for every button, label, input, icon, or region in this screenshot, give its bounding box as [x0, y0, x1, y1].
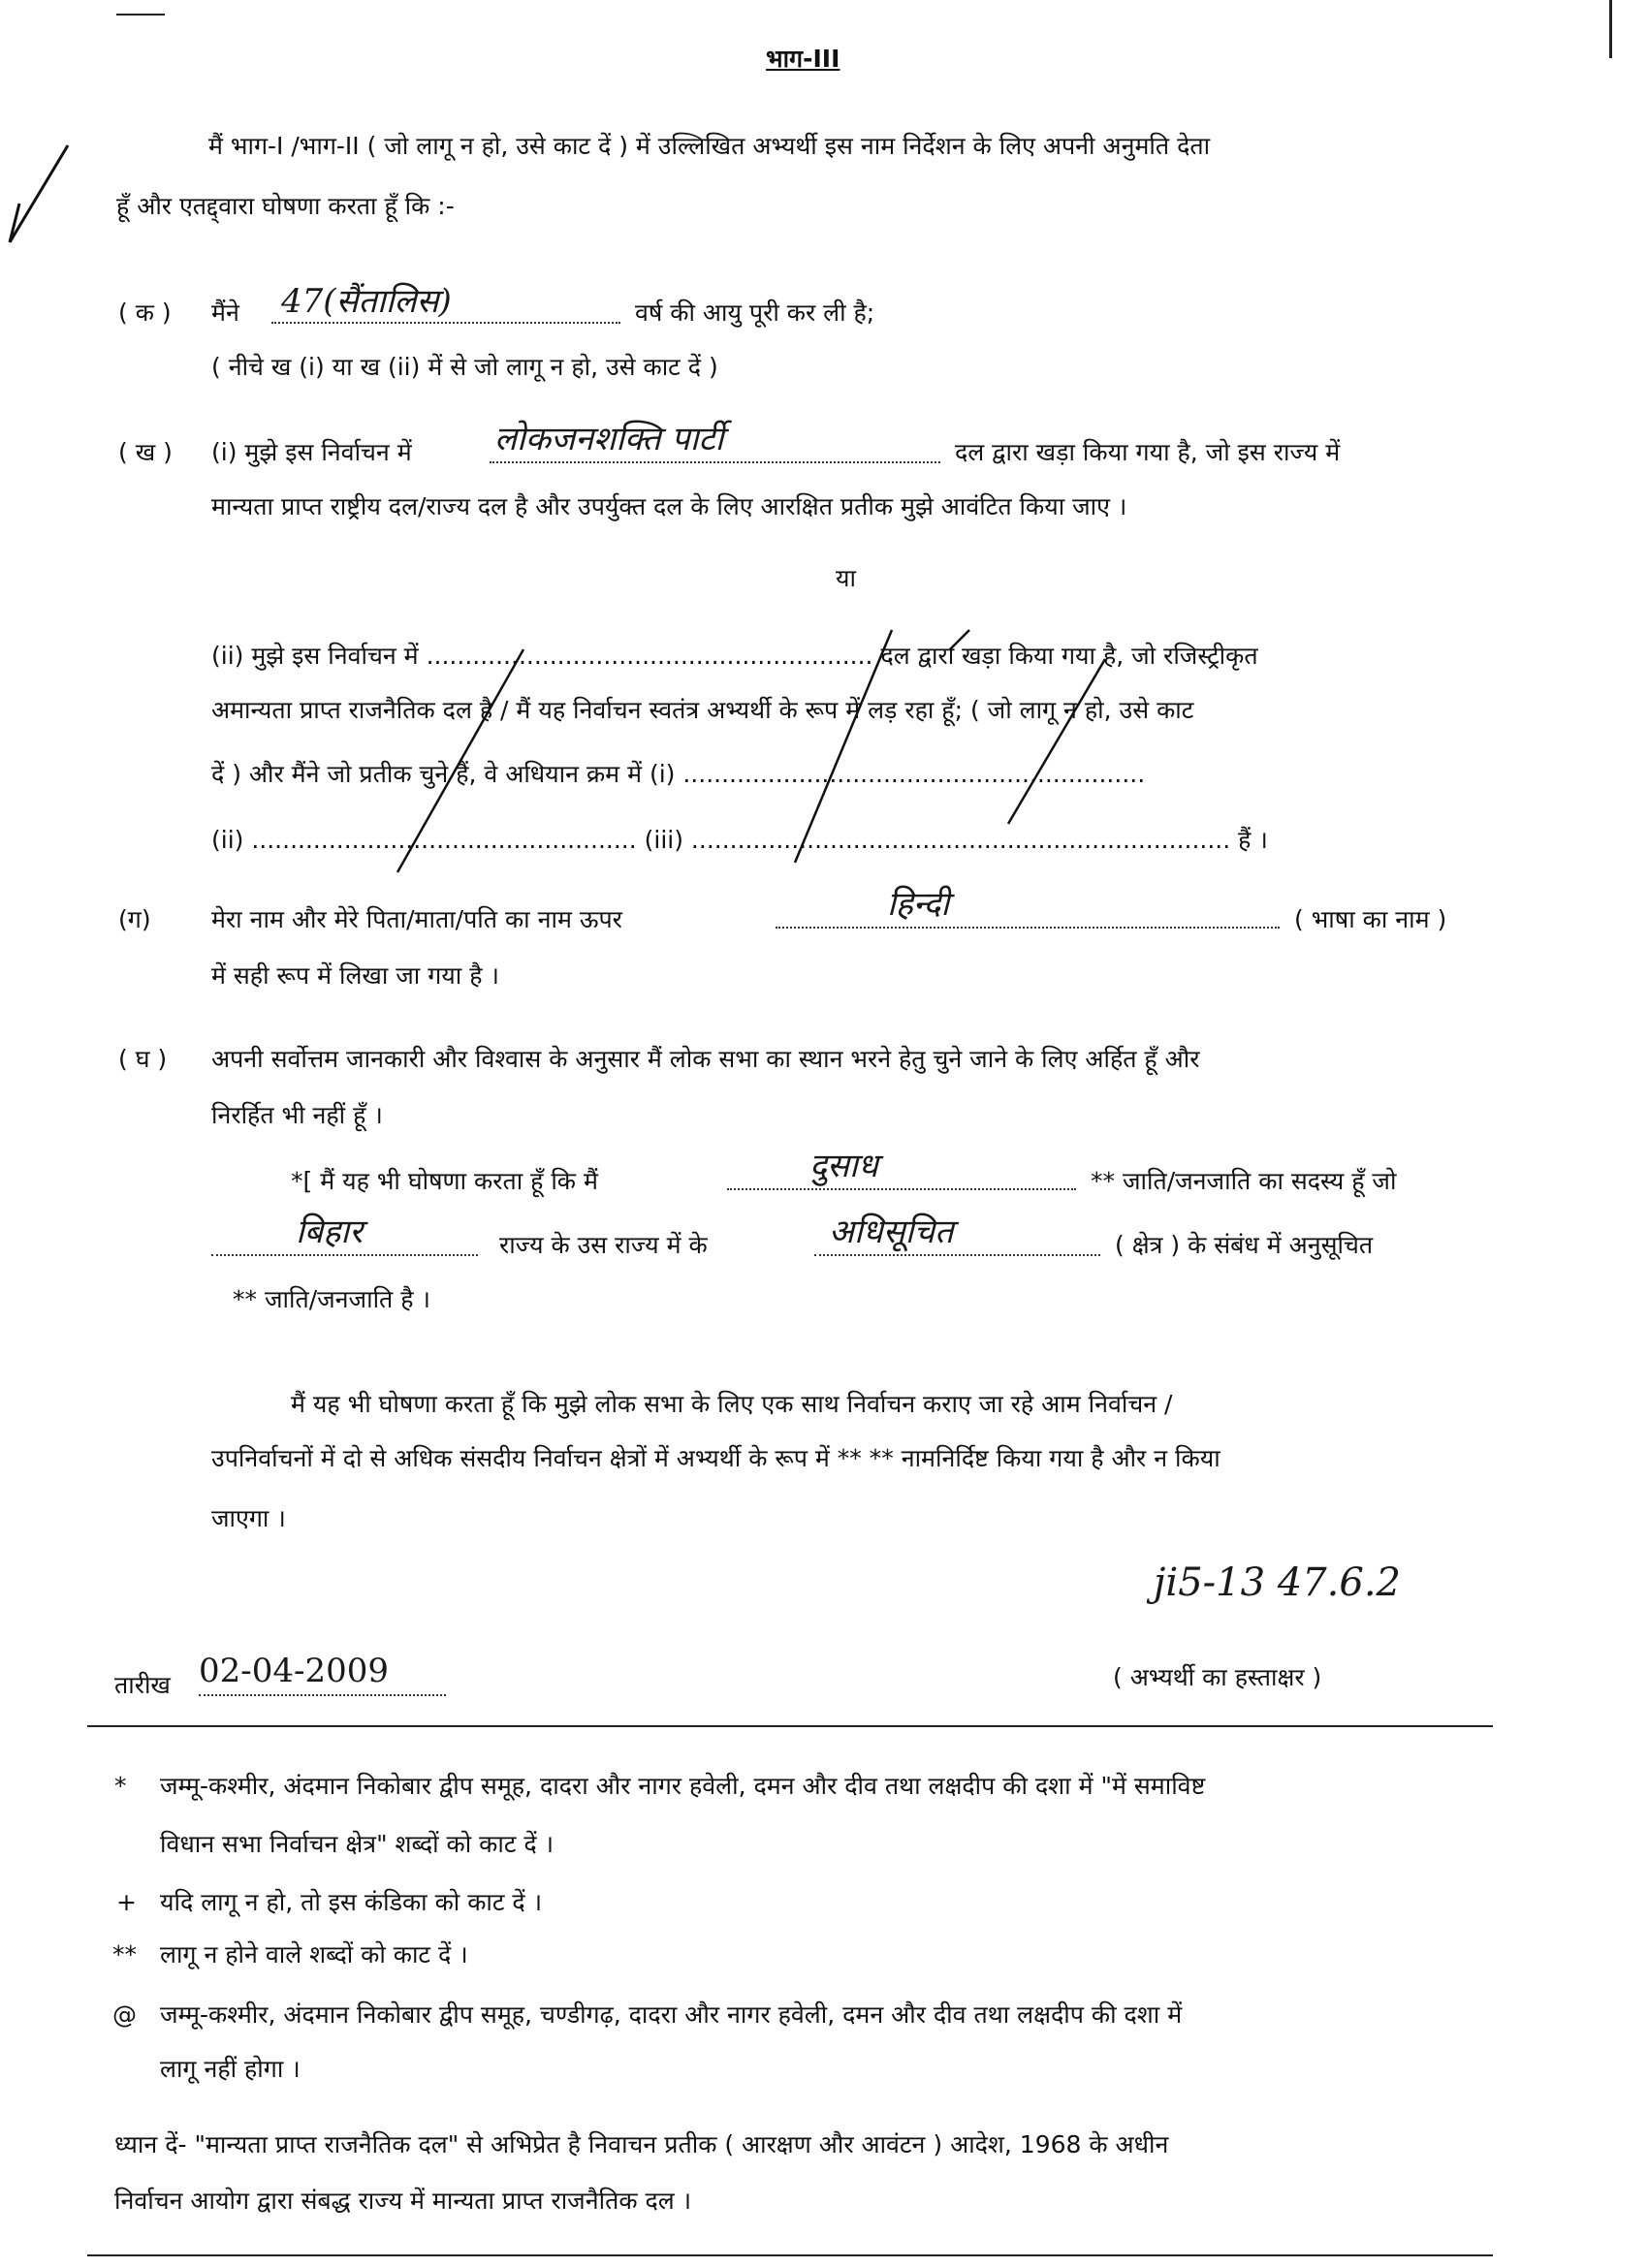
footnote-1-line2: विधान सभा निर्वाचन क्षेत्र" शब्दों को काट दें ।	[160, 1830, 555, 1858]
caste-dotted-line	[727, 1188, 1076, 1190]
clause-kha-ii-line1: (ii) मुझे इस निर्वाचन में .......................................................... दल द्वारा खड़ा किया गया है, जो रजिस्ट्रीकृत	[211, 642, 1258, 670]
clause-kha-ii-line2: अमान्यता प्राप्त राजनैतिक दल है / मैं यह निर्वाचन स्वतंत्र अभ्यर्थी के रूप में लड़ रहा हूँ; ( जो लागू न हो, उसे काट	[211, 696, 1194, 724]
clause-ga-marker: (ग)	[118, 905, 151, 933]
clause-ga-suffix: ( भाषा का नाम )	[1294, 905, 1447, 933]
language-handwritten: हिन्दी	[887, 885, 950, 924]
bottom-divider	[87, 2254, 1493, 2256]
clause-gha-line2: निरर्हित भी नहीं हूँ ।	[211, 1101, 383, 1129]
footnote-4-line1: जम्मू-कश्मीर, अंदमान निकोबार द्वीप समूह, चण्डीगढ़, दादरा और नागर हवेली, दमन और दीव तथा लक्षदीप की दशा में	[160, 2000, 1183, 2029]
party-handwritten: लोकजनशक्ति पार्टी	[494, 420, 724, 458]
language-dotted-line	[776, 927, 1280, 929]
age-handwritten: 47(सैंतालिस)	[281, 282, 452, 321]
margin-tick-mark	[0, 107, 78, 252]
declaration-line-1: मैं यह भी घोषणा करता हूँ कि मुझे लोक सभा के लिए एक साथ निर्वाचन कराए जा रहे आम निर्वाचन /	[291, 1390, 1173, 1418]
footnote-4-line2: लागू नहीं होगा ।	[160, 2055, 301, 2083]
footnote-divider	[87, 1725, 1493, 1727]
clause-kha-marker: ( ख )	[118, 438, 173, 466]
clause-kha-i-prefix: (i) मुझे इस निर्वाचन में	[211, 438, 412, 466]
clause-ga-prefix: मेरा नाम और मेरे पिता/माता/पति का नाम ऊपर	[211, 905, 622, 933]
caste-suffix: ** जाति/जनजाति का सदस्य हूँ जो	[1091, 1167, 1397, 1195]
state-middle-text: राज्य के उस राज्य में के	[499, 1231, 708, 1259]
area-dotted-line	[814, 1254, 1100, 1256]
date-dotted-line	[199, 1694, 446, 1696]
clause-ga-line2: में सही रूप में लिखा जा गया है ।	[211, 961, 499, 990]
strike-through-marks	[368, 611, 1338, 882]
area-handwritten: अधिसूचित	[829, 1213, 954, 1251]
state-dotted-line	[211, 1254, 478, 1256]
clause-kha-ii-line4: (ii) .................................................. (iii) ...................................................................... हैं ।	[211, 826, 1268, 854]
clause-gha-marker: ( घ )	[118, 1045, 168, 1073]
state-suffix: ( क्षेत्र ) के संबंध में अनुसूचित	[1115, 1231, 1374, 1259]
date-handwritten: 02-04-2009	[199, 1652, 390, 1690]
or-text: या	[836, 564, 856, 592]
note-line-1: ध्यान दें- "मान्यता प्राप्त राजनैतिक दल" से अभिप्रेत है निवाचन प्रतीक ( आरक्षण और आवंटन ) आदेश, 1968 के अधीन	[114, 2130, 1169, 2158]
clause-kha-i-suffix: दल द्वारा खड़ा किया गया है, जो इस राज्य में	[955, 438, 1341, 466]
footnote-3-marker: **	[112, 1940, 137, 1969]
clause-ka-marker: ( क )	[118, 299, 172, 327]
candidate-signature: ji5-13 47.6.2	[1154, 1560, 1401, 1605]
note-line-2: निर्वाचन आयोग द्वारा संबद्ध राज्य में मान्यता प्राप्त राजनैतिक दल ।	[114, 2187, 692, 2215]
age-dotted-line	[271, 322, 620, 324]
intro-line-1: मैं भाग-I /भाग-II ( जो लागू न हो, उसे काट दें ) में उल्लिखित अभ्यर्थी इस नाम निर्देशन के लिए अपनी अनुमति देता	[208, 132, 1211, 160]
footnote-1-marker: *	[114, 1772, 127, 1800]
clause-ka-suffix: वर्ष की आयु पूरी कर ली है;	[635, 299, 875, 327]
clause-kha-ii-line3: दें ) और मैंने जो प्रतीक चुने हैं, वे अधियान क्रम में (i) ............................................................	[211, 760, 1146, 788]
top-corner-mark	[116, 14, 165, 16]
footnote-1-line1: जम्मू-कश्मीर, अंदमान निकोबार द्वीप समूह, दादरा और नागर हवेली, दमन और दीव तथा लक्षदीप की दशा में "में समाविष्ट	[160, 1772, 1206, 1800]
right-edge-mark	[1609, 0, 1612, 58]
clause-gha-line1: अपनी सर्वोत्तम जानकारी और विश्वास के अनुसार मैं लोक सभा का स्थान भरने हेतु चुने जाने के लिए अर्हित हूँ और	[211, 1045, 1200, 1073]
clause-ka-note: ( नीचे ख (i) या ख (ii) में से जो लागू न हो, उसे काट दें )	[211, 353, 718, 381]
footnote-3-text: लागू न होने वाले शब्दों को काट दें ।	[160, 1940, 468, 1969]
clause-kha-i-line2: मान्यता प्राप्त राष्ट्रीय दल/राज्य दल है और उपर्युक्त दल के लिए आरक्षित प्रतीक मुझे आवंटित किया जाए ।	[211, 492, 1127, 520]
section-heading: भाग-III	[766, 45, 840, 73]
clause-ka-prefix: मैंने	[211, 299, 239, 327]
caste-prefix: *[ मैं यह भी घोषणा करता हूँ कि मैं	[291, 1167, 598, 1195]
caste-end: ** जाति/जनजाति है ।	[233, 1285, 430, 1313]
footnote-2-text: यदि लागू न हो, तो इस कंडिका को काट दें ।	[160, 1888, 543, 1916]
state-handwritten: बिहार	[296, 1213, 363, 1251]
caste-handwritten: दुसाध	[809, 1147, 878, 1185]
declaration-line-2: उपनिर्वाचनों में दो से अधिक संसदीय निर्वाचन क्षेत्रों में अभ्यर्थी के रूप में ** ** नामनिर्दिष्ट किया गया है और न किया	[211, 1444, 1220, 1472]
signature-caption: ( अभ्यर्थी का हस्ताक्षर )	[1113, 1663, 1322, 1691]
intro-line-2: हूँ और एतद्द्वारा घोषणा करता हूँ कि :-	[116, 192, 455, 220]
footnote-4-marker: @	[112, 2000, 137, 2029]
footnote-2-marker: +	[116, 1888, 137, 1916]
declaration-line-3: जाएगा ।	[211, 1504, 286, 1532]
party-dotted-line	[490, 461, 940, 463]
date-label: तारीख	[114, 1671, 171, 1699]
